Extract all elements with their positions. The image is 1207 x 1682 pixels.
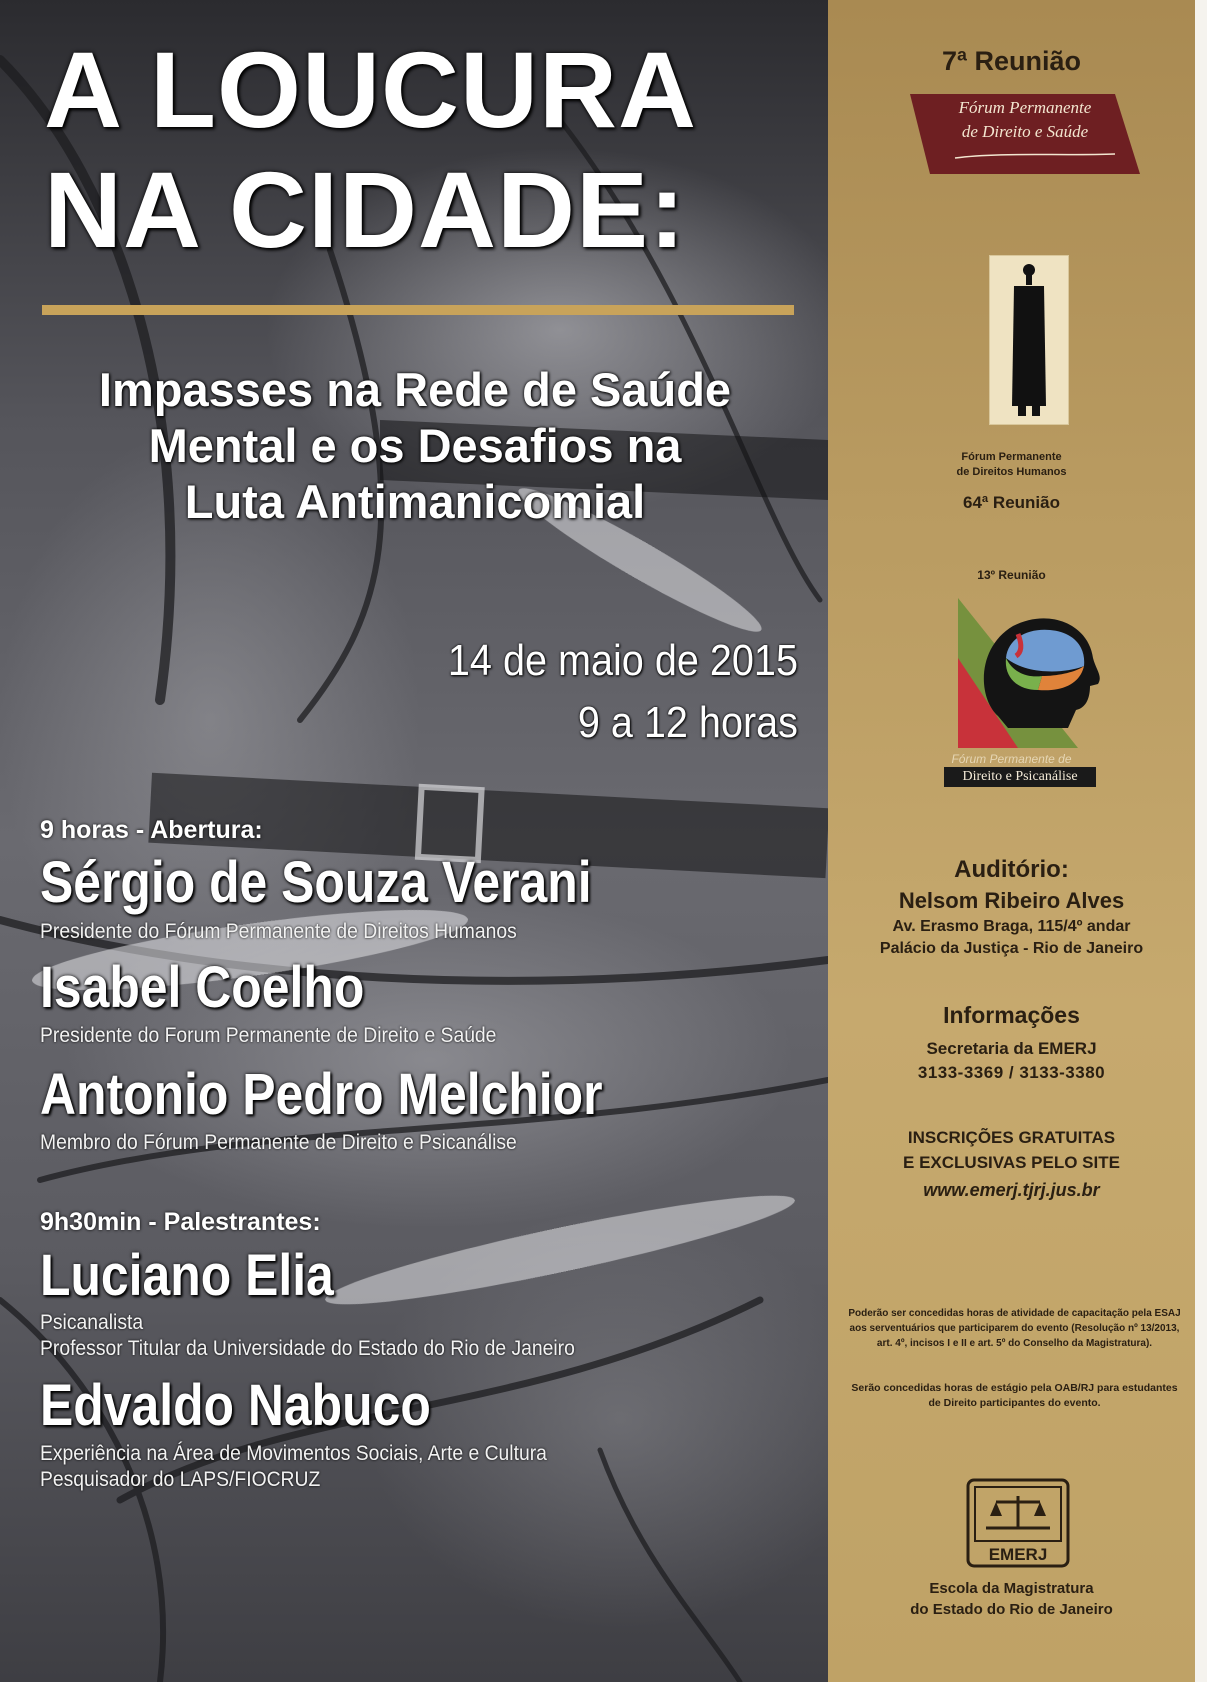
forum-dh-meeting: 64ª Reunião xyxy=(963,493,1060,512)
event-datetime xyxy=(448,630,798,754)
page-margin xyxy=(1195,0,1207,1682)
info-title: Informações xyxy=(943,1002,1080,1028)
speaker-name: Luciano Elia xyxy=(40,1243,334,1308)
subtitle-line-3: Luta Antimanicomial xyxy=(184,475,646,528)
oab-note: Serão concedidas horas de estágio pela OAB/RJ para estudantes de Direito participantes do evento. xyxy=(851,1382,1178,1409)
speaker-name: Isabel Coelho xyxy=(40,955,365,1020)
registration-line: E EXCLUSIVAS PELO SITE xyxy=(903,1153,1120,1172)
speaker-name: Edvaldo Nabuco xyxy=(40,1373,431,1438)
forum-saude-meeting: 7ª Reunião xyxy=(941,46,1082,76)
brain-head-logo xyxy=(958,598,1108,748)
subtitle-line-2: Mental e os Desafios na xyxy=(148,419,682,472)
speaker-role: Pesquisador do LAPS/FIOCRUZ xyxy=(40,1468,321,1491)
venue-address: Av. Erasmo Braga, 115/4º andar xyxy=(892,918,1131,935)
speaker-role: Presidente do Forum Permanente de Direito e Saúde xyxy=(40,1024,497,1047)
forum-dp-caption: Fórum Permanente de xyxy=(951,752,1072,766)
venue-name: Nelsom Ribeiro Alves xyxy=(898,888,1125,913)
registration-line: INSCRIÇÕES GRATUITAS xyxy=(907,1128,1116,1147)
info-sidebar xyxy=(828,0,1207,1682)
speaker-role: Psicanalista xyxy=(40,1311,144,1334)
poster-title xyxy=(44,30,697,270)
venue-title: Auditório: xyxy=(954,856,1069,883)
subtitle-line-1: Impasses na Rede de Saúde xyxy=(98,363,732,416)
speaker-name: Antonio Pedro Melchior xyxy=(40,1062,603,1127)
speaker-role: Presidente do Fórum Permanente de Direitos Humanos xyxy=(40,920,517,943)
emerj-logo xyxy=(966,1478,1070,1568)
opening-label: 9 horas - Abertura: xyxy=(40,816,263,844)
forum-dp-meeting: 13º Reunião xyxy=(977,568,1046,582)
registration-site-link[interactable]: www.emerj.tjrj.jus.br xyxy=(923,1180,1100,1200)
speaker-role: Membro do Fórum Permanente de Direito e Psicanálise xyxy=(40,1131,517,1154)
speaker-role: Experiência na Área de Movimentos Sociais, Arte e Cultura xyxy=(40,1442,547,1465)
emerj-name: Escola da Magistratura do Estado do Rio de Janeiro xyxy=(910,1580,1113,1618)
emerj-logo-text: EMERJ xyxy=(988,1545,1048,1564)
title-line-1: A LOUCURA xyxy=(44,29,697,150)
speaker-name: Sérgio de Souza Verani xyxy=(40,850,592,915)
info-contact: Secretaria da EMERJ xyxy=(926,1039,1097,1058)
event-time: 9 a 12 horas xyxy=(577,698,798,747)
talks-label: 9h30min - Palestrantes: xyxy=(40,1208,321,1236)
human-figure-logo xyxy=(989,255,1069,425)
poster-subtitle xyxy=(30,362,800,530)
title-line-2: NA CIDADE: xyxy=(44,149,686,270)
event-date: 14 de maio de 2015 xyxy=(447,636,798,685)
info-phones: 3133-3369 / 3133-3380 xyxy=(917,1063,1106,1082)
gold-divider xyxy=(42,305,794,315)
esaj-note: Poderão ser concedidas horas de atividade de capacitação pela ESAJ aos serventuários que participarem do evento (Resolução nº 13/2013, art. 4º, incisos I e II e art. 5º do Conselho da Magistratura). xyxy=(848,1308,1181,1349)
venue-address: Palácio da Justiça - Rio de Janeiro xyxy=(879,940,1144,957)
forum-dp-label: Direito e Psicanálise xyxy=(944,767,1096,787)
speaker-role: Professor Titular da Universidade do Estado do Rio de Janeiro xyxy=(40,1337,575,1360)
forum-dh-name: Fórum Permanente de Direitos Humanos xyxy=(956,451,1067,478)
forum-saude-logo-text: Fórum Permanente de Direito e Saúde xyxy=(958,98,1092,141)
